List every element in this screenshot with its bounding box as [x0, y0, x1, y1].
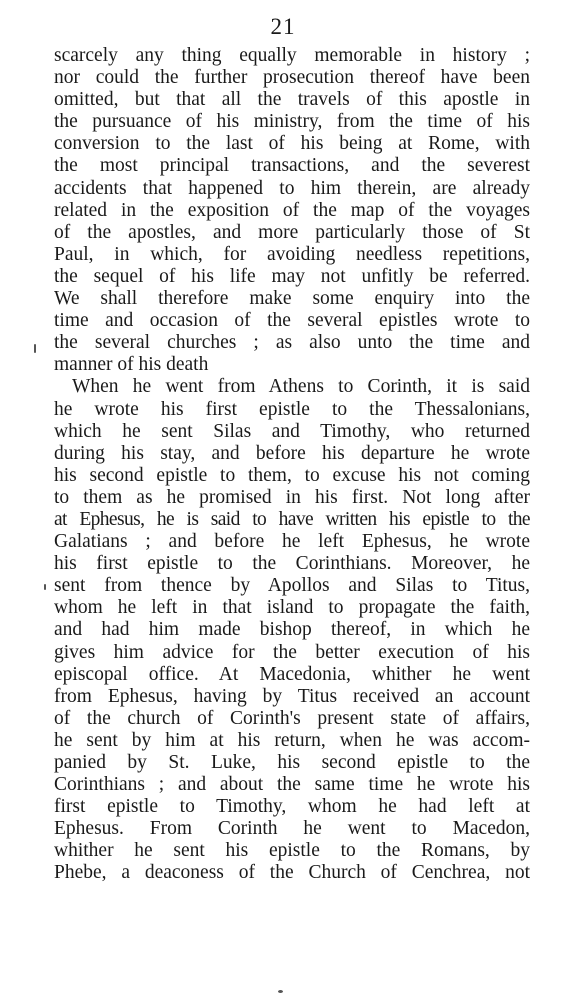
text-line: the pursuance of his ministry, from the time of his	[54, 111, 530, 133]
text-line: and had him made bishop thereof, in which he	[54, 619, 530, 641]
text-line: to them as he promised in his first. Not long after	[54, 486, 530, 508]
text-line: episcopal office. At Macedonia, whither he went	[54, 663, 530, 685]
text-line: Phebe, a deaconess of the Church of Cenchrea, not	[54, 862, 530, 884]
text-line: of the church of Corinth's present state of affairs,	[54, 707, 530, 729]
text-line: manner of his death	[54, 354, 209, 376]
text-line: the sequel of his life may not unfitly be referred.	[54, 265, 530, 287]
text-line: related in the exposition of the map of the voyages	[54, 199, 530, 221]
text-line: accidents that happened to him therein, are already	[54, 177, 530, 199]
text-line: nor could the further prosecution thereof have been	[54, 67, 530, 89]
text-line: Paul, in which, for avoiding needless repetitions,	[54, 243, 530, 265]
text-line: sent from thence by Apollos and Silas to Titus,	[54, 575, 530, 597]
ink-speck	[44, 584, 46, 590]
text-line: which he sent Silas and Timothy, who returned	[54, 420, 530, 442]
text-line: When he went from Athens to Corinth, it is said	[72, 376, 530, 398]
text-line: first epistle to Timothy, whom he had left at	[54, 796, 530, 818]
text-line: his first epistle to the Corinthians. Moreover, he	[54, 553, 530, 575]
text-line: Galatians ; and before he left Ephesus, he wrote	[54, 531, 530, 553]
page-number: 21	[270, 14, 296, 39]
text-line: the most principal transactions, and the severest	[54, 155, 530, 177]
text-line: Corinthians ; and about the same time he wrote his	[54, 774, 530, 796]
text-line: his second epistle to them, to excuse his not coming	[54, 464, 530, 486]
text-line: during his stay, and before his departure he wrote	[54, 442, 530, 464]
text-line: gives him advice for the better execution of his	[54, 641, 530, 663]
text-line: from Ephesus, having by Titus received an account	[54, 685, 530, 707]
ink-speck	[34, 344, 36, 353]
text-line: time and occasion of the several epistles wrote to	[54, 310, 530, 332]
text-line: scarcely any thing equally memorable in history ;	[54, 45, 530, 66]
text-line: the several churches ; as also unto the time and	[54, 332, 530, 354]
text-line: panied by St. Luke, his second epistle to the	[54, 752, 530, 773]
body-text	[54, 45, 530, 885]
ink-speck	[278, 990, 283, 993]
text-line: We shall therefore make some enquiry into the	[54, 288, 530, 310]
text-line: he wrote his first epistle to the Thessalonians,	[54, 398, 530, 420]
text-line: omitted, but that all the travels of this apostle in	[54, 89, 530, 111]
text-line: Ephesus. From Corinth he went to Macedon,	[54, 818, 530, 840]
text-line: he sent by him at his return, when he was accom-	[54, 729, 530, 751]
text-line: conversion to the last of his being at Rome, with	[54, 133, 530, 155]
text-line: whom he left in that island to propagate the faith,	[54, 597, 530, 619]
text-line: at Ephesus, he is said to have written his epistle to the	[54, 508, 530, 530]
text-line: of the apostles, and more particularly those of St	[54, 221, 530, 243]
text-line: whither he sent his epistle to the Romans, by	[54, 840, 530, 862]
